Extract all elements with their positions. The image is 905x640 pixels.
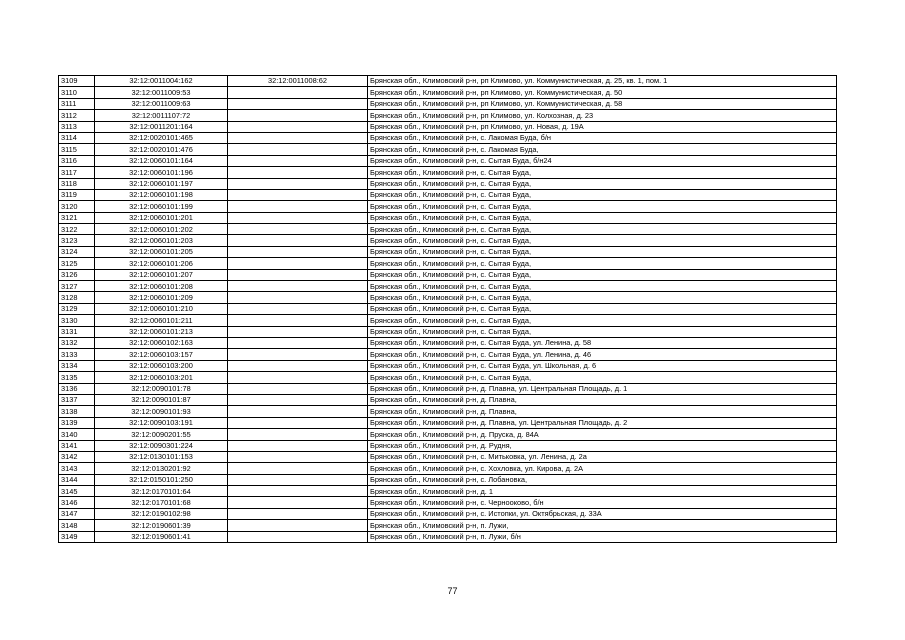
address-cell: Брянская обл., Климовский р-н, д. Плавна, bbox=[368, 394, 837, 405]
linked-cadastral-number-cell bbox=[228, 258, 368, 269]
cadastral-number-cell: 32:12:0011107:72 bbox=[95, 110, 228, 121]
row-number-cell: 3110 bbox=[59, 87, 95, 98]
cadastral-number-cell: 32:12:0190601:39 bbox=[95, 520, 228, 531]
address-cell: Брянская обл., Климовский р-н, с. Сытая Буда, bbox=[368, 167, 837, 178]
table-row bbox=[59, 212, 837, 223]
address-cell: Брянская обл., Климовский р-н, с. Митьковка, ул. Ленина, д. 2а bbox=[368, 451, 837, 462]
address-cell: Брянская обл., Климовский р-н, с. Сытая Буда, bbox=[368, 201, 837, 212]
row-number-cell: 3128 bbox=[59, 292, 95, 303]
cadastral-number-cell: 32:12:0150101:250 bbox=[95, 474, 228, 485]
table-row bbox=[59, 167, 837, 178]
row-number-cell: 3142 bbox=[59, 451, 95, 462]
cadastral-number-cell: 32:12:0060103:200 bbox=[95, 360, 228, 371]
row-number-cell: 3120 bbox=[59, 201, 95, 212]
linked-cadastral-number-cell bbox=[228, 383, 368, 394]
table-row bbox=[59, 315, 837, 326]
row-number-cell: 3146 bbox=[59, 497, 95, 508]
linked-cadastral-number-cell bbox=[228, 429, 368, 440]
address-cell: Брянская обл., Климовский р-н, д. Плавна, ул. Центральная Площадь, д. 2 bbox=[368, 417, 837, 428]
address-cell: Брянская обл., Климовский р-н, д. Рудня, bbox=[368, 440, 837, 451]
address-cell: Брянская обл., Климовский р-н, с. Сытая Буда, bbox=[368, 303, 837, 314]
linked-cadastral-number-cell bbox=[228, 463, 368, 474]
table-row bbox=[59, 508, 837, 519]
row-number-cell: 3123 bbox=[59, 235, 95, 246]
cadastral-number-cell: 32:12:0020101:465 bbox=[95, 132, 228, 143]
table-row bbox=[59, 531, 837, 542]
linked-cadastral-number-cell bbox=[228, 451, 368, 462]
table-row bbox=[59, 429, 837, 440]
table-row bbox=[59, 246, 837, 257]
linked-cadastral-number-cell bbox=[228, 315, 368, 326]
linked-cadastral-number-cell bbox=[228, 394, 368, 405]
linked-cadastral-number-cell bbox=[228, 520, 368, 531]
address-cell: Брянская обл., Климовский р-н, рп Климово, ул. Новая, д. 19А bbox=[368, 121, 837, 132]
address-cell: Брянская обл., Климовский р-н, п. Лужи, bbox=[368, 520, 837, 531]
page-number: 77 bbox=[447, 586, 458, 596]
linked-cadastral-number-cell bbox=[228, 87, 368, 98]
table-row bbox=[59, 360, 837, 371]
linked-cadastral-number-cell bbox=[228, 372, 368, 383]
cadastral-number-cell: 32:12:0060101:203 bbox=[95, 235, 228, 246]
cadastral-number-cell: 32:12:0060101:208 bbox=[95, 281, 228, 292]
linked-cadastral-number-cell bbox=[228, 167, 368, 178]
cadastral-number-cell: 32:12:0090101:87 bbox=[95, 394, 228, 405]
row-number-cell: 3125 bbox=[59, 258, 95, 269]
row-number-cell: 3129 bbox=[59, 303, 95, 314]
table-row bbox=[59, 110, 837, 121]
row-number-cell: 3115 bbox=[59, 144, 95, 155]
row-number-cell: 3130 bbox=[59, 315, 95, 326]
linked-cadastral-number-cell bbox=[228, 360, 368, 371]
cadastral-number-cell: 32:12:0090103:191 bbox=[95, 417, 228, 428]
table-row bbox=[59, 372, 837, 383]
address-cell: Брянская обл., Климовский р-н, с. Истопки, ул. Октябрьская, д. 33А bbox=[368, 508, 837, 519]
row-number-cell: 3126 bbox=[59, 269, 95, 280]
row-number-cell: 3133 bbox=[59, 349, 95, 360]
cadastral-number-cell: 32:12:0060101:201 bbox=[95, 212, 228, 223]
cadastral-number-cell: 32:12:0060101:207 bbox=[95, 269, 228, 280]
cadastral-number-cell: 32:12:0190601:41 bbox=[95, 531, 228, 542]
address-cell: Брянская обл., Климовский р-н, с. Сытая Буда, bbox=[368, 212, 837, 223]
table-row bbox=[59, 394, 837, 405]
table-row bbox=[59, 326, 837, 337]
cadastral-number-cell: 32:12:0060101:209 bbox=[95, 292, 228, 303]
table-row bbox=[59, 349, 837, 360]
cadastral-number-cell: 32:12:0090101:78 bbox=[95, 383, 228, 394]
linked-cadastral-number-cell bbox=[228, 155, 368, 166]
address-cell: Брянская обл., Климовский р-н, рп Климово, ул. Коммунистическая, д. 58 bbox=[368, 98, 837, 109]
address-cell: Брянская обл., Климовский р-н, рп Климово, ул. Коммунистическая, д. 50 bbox=[368, 87, 837, 98]
row-number-cell: 3111 bbox=[59, 98, 95, 109]
address-cell: Брянская обл., Климовский р-н, с. Сытая Буда, ул. Ленина, д. 46 bbox=[368, 349, 837, 360]
cadastral-number-cell: 32:12:0060101:206 bbox=[95, 258, 228, 269]
row-number-cell: 3119 bbox=[59, 189, 95, 200]
linked-cadastral-number-cell bbox=[228, 292, 368, 303]
cadastral-number-cell: 32:12:0060102:163 bbox=[95, 337, 228, 348]
row-number-cell: 3148 bbox=[59, 520, 95, 531]
cadastral-number-cell: 32:12:0060101:202 bbox=[95, 224, 228, 235]
address-cell: Брянская обл., Климовский р-н, с. Хохловка, ул. Кирова, д. 2А bbox=[368, 463, 837, 474]
address-cell: Брянская обл., Климовский р-н, с. Лакомая Буда, б/н bbox=[368, 132, 837, 143]
cadastral-number-cell: 32:12:0060101:205 bbox=[95, 246, 228, 257]
row-number-cell: 3117 bbox=[59, 167, 95, 178]
cadastral-number-cell: 32:12:0090301:224 bbox=[95, 440, 228, 451]
address-cell: Брянская обл., Климовский р-н, с. Сытая Буда, bbox=[368, 281, 837, 292]
row-number-cell: 3139 bbox=[59, 417, 95, 428]
cadastral-number-cell: 32:12:0130101:153 bbox=[95, 451, 228, 462]
linked-cadastral-number-cell bbox=[228, 144, 368, 155]
table-row bbox=[59, 87, 837, 98]
address-cell: Брянская обл., Климовский р-н, с. Сытая Буда, bbox=[368, 178, 837, 189]
row-number-cell: 3147 bbox=[59, 508, 95, 519]
linked-cadastral-number-cell bbox=[228, 474, 368, 485]
cadastral-number-cell: 32:12:0170101:68 bbox=[95, 497, 228, 508]
table-row bbox=[59, 337, 837, 348]
linked-cadastral-number-cell bbox=[228, 508, 368, 519]
row-number-cell: 3113 bbox=[59, 121, 95, 132]
table-row bbox=[59, 98, 837, 109]
address-cell: Брянская обл., Климовский р-н, с. Сытая Буда, bbox=[368, 372, 837, 383]
row-number-cell: 3132 bbox=[59, 337, 95, 348]
table-row bbox=[59, 440, 837, 451]
address-cell: Брянская обл., Климовский р-н, с. Лобановка, bbox=[368, 474, 837, 485]
cadastral-number-cell: 32:12:0060101:213 bbox=[95, 326, 228, 337]
table-row bbox=[59, 520, 837, 531]
table-row bbox=[59, 144, 837, 155]
row-number-cell: 3140 bbox=[59, 429, 95, 440]
address-cell: Брянская обл., Климовский р-н, с. Сытая Буда, bbox=[368, 246, 837, 257]
linked-cadastral-number-cell bbox=[228, 110, 368, 121]
row-number-cell: 3109 bbox=[59, 76, 95, 87]
table-row bbox=[59, 281, 837, 292]
row-number-cell: 3144 bbox=[59, 474, 95, 485]
address-cell: Брянская обл., Климовский р-н, д. Плавна, ул. Центральная Площадь, д. 1 bbox=[368, 383, 837, 394]
address-cell: Брянская обл., Климовский р-н, с. Чернооково, б/н bbox=[368, 497, 837, 508]
linked-cadastral-number-cell bbox=[228, 440, 368, 451]
address-cell: Брянская обл., Климовский р-н, с. Сытая Буда, bbox=[368, 326, 837, 337]
linked-cadastral-number-cell bbox=[228, 98, 368, 109]
cadastral-number-cell: 32:12:0011201:164 bbox=[95, 121, 228, 132]
table-row bbox=[59, 235, 837, 246]
cadastral-number-cell: 32:12:0011009:53 bbox=[95, 87, 228, 98]
table-row bbox=[59, 258, 837, 269]
linked-cadastral-number-cell bbox=[228, 121, 368, 132]
linked-cadastral-number-cell: 32:12:0011008:62 bbox=[228, 76, 368, 87]
table-row bbox=[59, 292, 837, 303]
row-number-cell: 3138 bbox=[59, 406, 95, 417]
address-cell: Брянская обл., Климовский р-н, п. Лужи, б/н bbox=[368, 531, 837, 542]
row-number-cell: 3127 bbox=[59, 281, 95, 292]
linked-cadastral-number-cell bbox=[228, 337, 368, 348]
table-row bbox=[59, 224, 837, 235]
cadastral-number-cell: 32:12:0060101:196 bbox=[95, 167, 228, 178]
table-row bbox=[59, 189, 837, 200]
linked-cadastral-number-cell bbox=[228, 201, 368, 212]
cadastral-number-cell: 32:12:0011004:162 bbox=[95, 76, 228, 87]
row-number-cell: 3141 bbox=[59, 440, 95, 451]
cadastral-number-cell: 32:12:0170101:64 bbox=[95, 486, 228, 497]
cadastral-number-cell: 32:12:0060101:197 bbox=[95, 178, 228, 189]
row-number-cell: 3136 bbox=[59, 383, 95, 394]
table-row bbox=[59, 155, 837, 166]
linked-cadastral-number-cell bbox=[228, 269, 368, 280]
row-number-cell: 3116 bbox=[59, 155, 95, 166]
cadastral-number-cell: 32:12:0090101:93 bbox=[95, 406, 228, 417]
table-row bbox=[59, 121, 837, 132]
table-row bbox=[59, 497, 837, 508]
table-row bbox=[59, 474, 837, 485]
cadastral-number-cell: 32:12:0060103:157 bbox=[95, 349, 228, 360]
table-row bbox=[59, 417, 837, 428]
address-cell: Брянская обл., Климовский р-н, с. Сытая Буда, bbox=[368, 189, 837, 200]
registry-table-body bbox=[59, 76, 837, 543]
row-number-cell: 3121 bbox=[59, 212, 95, 223]
address-cell: Брянская обл., Климовский р-н, с. Сытая Буда, bbox=[368, 292, 837, 303]
address-cell: Брянская обл., Климовский р-н, с. Сытая Буда, bbox=[368, 315, 837, 326]
row-number-cell: 3135 bbox=[59, 372, 95, 383]
row-number-cell: 3149 bbox=[59, 531, 95, 542]
address-cell: Брянская обл., Климовский р-н, д. Пруска, д. 84А bbox=[368, 429, 837, 440]
table-row bbox=[59, 451, 837, 462]
row-number-cell: 3131 bbox=[59, 326, 95, 337]
address-cell: Брянская обл., Климовский р-н, с. Сытая Буда, ул. Школьная, д. 6 bbox=[368, 360, 837, 371]
cadastral-number-cell: 32:12:0060101:199 bbox=[95, 201, 228, 212]
cadastral-number-cell: 32:12:0011009:63 bbox=[95, 98, 228, 109]
address-cell: Брянская обл., Климовский р-н, рп Климово, ул. Коммунистическая, д. 25, кв. 1, пом. 1 bbox=[368, 76, 837, 87]
table-row bbox=[59, 383, 837, 394]
linked-cadastral-number-cell bbox=[228, 303, 368, 314]
address-cell: Брянская обл., Климовский р-н, с. Сытая Буда, bbox=[368, 235, 837, 246]
table-row bbox=[59, 132, 837, 143]
table-row bbox=[59, 76, 837, 87]
table-row bbox=[59, 463, 837, 474]
table-row bbox=[59, 269, 837, 280]
linked-cadastral-number-cell bbox=[228, 132, 368, 143]
address-cell: Брянская обл., Климовский р-н, с. Сытая Буда, bbox=[368, 258, 837, 269]
linked-cadastral-number-cell bbox=[228, 281, 368, 292]
row-number-cell: 3134 bbox=[59, 360, 95, 371]
linked-cadastral-number-cell bbox=[228, 189, 368, 200]
linked-cadastral-number-cell bbox=[228, 486, 368, 497]
address-cell: Брянская обл., Климовский р-н, рп Климово, ул. Колхозная, д. 23 bbox=[368, 110, 837, 121]
registry-table bbox=[58, 75, 837, 543]
linked-cadastral-number-cell bbox=[228, 349, 368, 360]
row-number-cell: 3114 bbox=[59, 132, 95, 143]
address-cell: Брянская обл., Климовский р-н, с. Сытая Буда, б/н24 bbox=[368, 155, 837, 166]
address-cell: Брянская обл., Климовский р-н, с. Сытая Буда, bbox=[368, 224, 837, 235]
row-number-cell: 3124 bbox=[59, 246, 95, 257]
address-cell: Брянская обл., Климовский р-н, д. 1 bbox=[368, 486, 837, 497]
linked-cadastral-number-cell bbox=[228, 224, 368, 235]
linked-cadastral-number-cell bbox=[228, 417, 368, 428]
linked-cadastral-number-cell bbox=[228, 531, 368, 542]
table-row bbox=[59, 486, 837, 497]
address-cell: Брянская обл., Климовский р-н, д. Плавна, bbox=[368, 406, 837, 417]
table-row bbox=[59, 406, 837, 417]
row-number-cell: 3145 bbox=[59, 486, 95, 497]
table-row bbox=[59, 303, 837, 314]
cadastral-number-cell: 32:12:0060103:201 bbox=[95, 372, 228, 383]
linked-cadastral-number-cell bbox=[228, 178, 368, 189]
cadastral-number-cell: 32:12:0060101:210 bbox=[95, 303, 228, 314]
linked-cadastral-number-cell bbox=[228, 235, 368, 246]
linked-cadastral-number-cell bbox=[228, 497, 368, 508]
row-number-cell: 3137 bbox=[59, 394, 95, 405]
linked-cadastral-number-cell bbox=[228, 246, 368, 257]
table-row bbox=[59, 201, 837, 212]
cadastral-number-cell: 32:12:0060101:211 bbox=[95, 315, 228, 326]
row-number-cell: 3143 bbox=[59, 463, 95, 474]
address-cell: Брянская обл., Климовский р-н, с. Сытая Буда, bbox=[368, 269, 837, 280]
cadastral-number-cell: 32:12:0190102:98 bbox=[95, 508, 228, 519]
table-row bbox=[59, 178, 837, 189]
row-number-cell: 3118 bbox=[59, 178, 95, 189]
row-number-cell: 3112 bbox=[59, 110, 95, 121]
address-cell: Брянская обл., Климовский р-н, с. Сытая Буда, ул. Ленина, д. 58 bbox=[368, 337, 837, 348]
cadastral-number-cell: 32:12:0060101:198 bbox=[95, 189, 228, 200]
linked-cadastral-number-cell bbox=[228, 326, 368, 337]
cadastral-number-cell: 32:12:0060101:164 bbox=[95, 155, 228, 166]
cadastral-number-cell: 32:12:0020101:476 bbox=[95, 144, 228, 155]
linked-cadastral-number-cell bbox=[228, 212, 368, 223]
cadastral-number-cell: 32:12:0130201:92 bbox=[95, 463, 228, 474]
cadastral-number-cell: 32:12:0090201:55 bbox=[95, 429, 228, 440]
address-cell: Брянская обл., Климовский р-н, с. Лакомая Буда, bbox=[368, 144, 837, 155]
row-number-cell: 3122 bbox=[59, 224, 95, 235]
linked-cadastral-number-cell bbox=[228, 406, 368, 417]
